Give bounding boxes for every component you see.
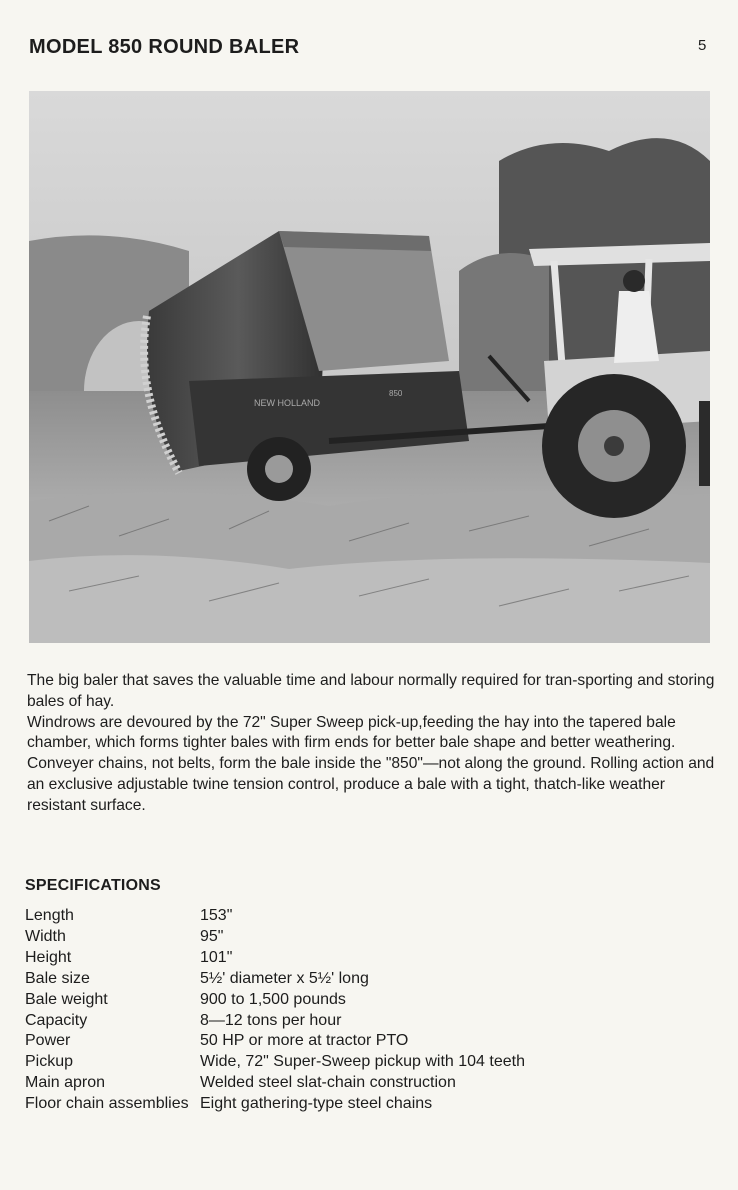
spec-label: Bale size xyxy=(25,969,90,987)
spec-value: 8—12 tons per hour xyxy=(200,1011,342,1029)
spec-row xyxy=(25,1011,715,1032)
page-number: 5 xyxy=(698,37,707,54)
spec-row xyxy=(25,1073,715,1094)
spec-value: Wide, 72" Super-Sweep pickup with 104 teeth xyxy=(200,1053,525,1071)
baler-photo xyxy=(29,91,710,643)
spec-label: Main apron xyxy=(25,1074,106,1092)
spec-value: 5½' diameter x 5½' long xyxy=(200,969,369,987)
spec-label: Bale weight xyxy=(25,990,108,1008)
spec-label: Capacity xyxy=(25,1011,88,1029)
spec-value: 900 to 1,500 pounds xyxy=(200,990,346,1008)
description xyxy=(27,671,717,817)
spec-row xyxy=(25,1052,715,1073)
spec-value: Eight gathering-type steel chains xyxy=(200,1095,433,1113)
description-paragraph: Conveyer chains, not belts, form the bale inside the "850"—not along the ground. Rolling action and an exclusive adjustable twine tension control, produce a bale with a tight, thatch-like weather resistant surface. xyxy=(27,755,715,814)
spec-row xyxy=(25,1031,715,1052)
specifications-heading: SPECIFICATIONS xyxy=(25,877,161,894)
spec-row xyxy=(25,1094,715,1115)
spec-row xyxy=(25,927,715,948)
spec-row xyxy=(25,948,715,969)
description-paragraph: The big baler that saves the valuable time and labour normally required for tran-sporting and storing bales of hay. xyxy=(27,672,715,710)
spec-value: 50 HP or more at tractor PTO xyxy=(200,1032,409,1050)
model-plate: 850 xyxy=(389,389,403,398)
spec-row xyxy=(25,906,715,927)
spec-label: Length xyxy=(25,907,74,924)
spec-label: Width xyxy=(25,927,66,945)
description-paragraph: Windrows are devoured by the 72" Super Sweep pick-up,feeding the hay into the tapered bale chamber, which forms tighter bales with firm ends for better bale shape and better weathering. xyxy=(27,713,676,752)
spec-value: 95" xyxy=(200,927,224,945)
spec-row xyxy=(25,969,715,990)
spec-label: Floor chain assemblies xyxy=(25,1095,189,1113)
spec-value: Welded steel slat-chain construction xyxy=(200,1074,456,1092)
specifications-table xyxy=(25,906,715,1115)
page-title: MODEL 850 ROUND BALER xyxy=(29,36,300,58)
spec-label: Power xyxy=(25,1032,71,1050)
spec-value: 101" xyxy=(200,948,233,966)
spec-value: 153" xyxy=(200,907,233,924)
machine-lettering: NEW HOLLAND xyxy=(254,398,321,408)
spec-label: Pickup xyxy=(25,1053,74,1071)
spec-label: Height xyxy=(25,948,72,966)
spec-row xyxy=(25,990,715,1011)
